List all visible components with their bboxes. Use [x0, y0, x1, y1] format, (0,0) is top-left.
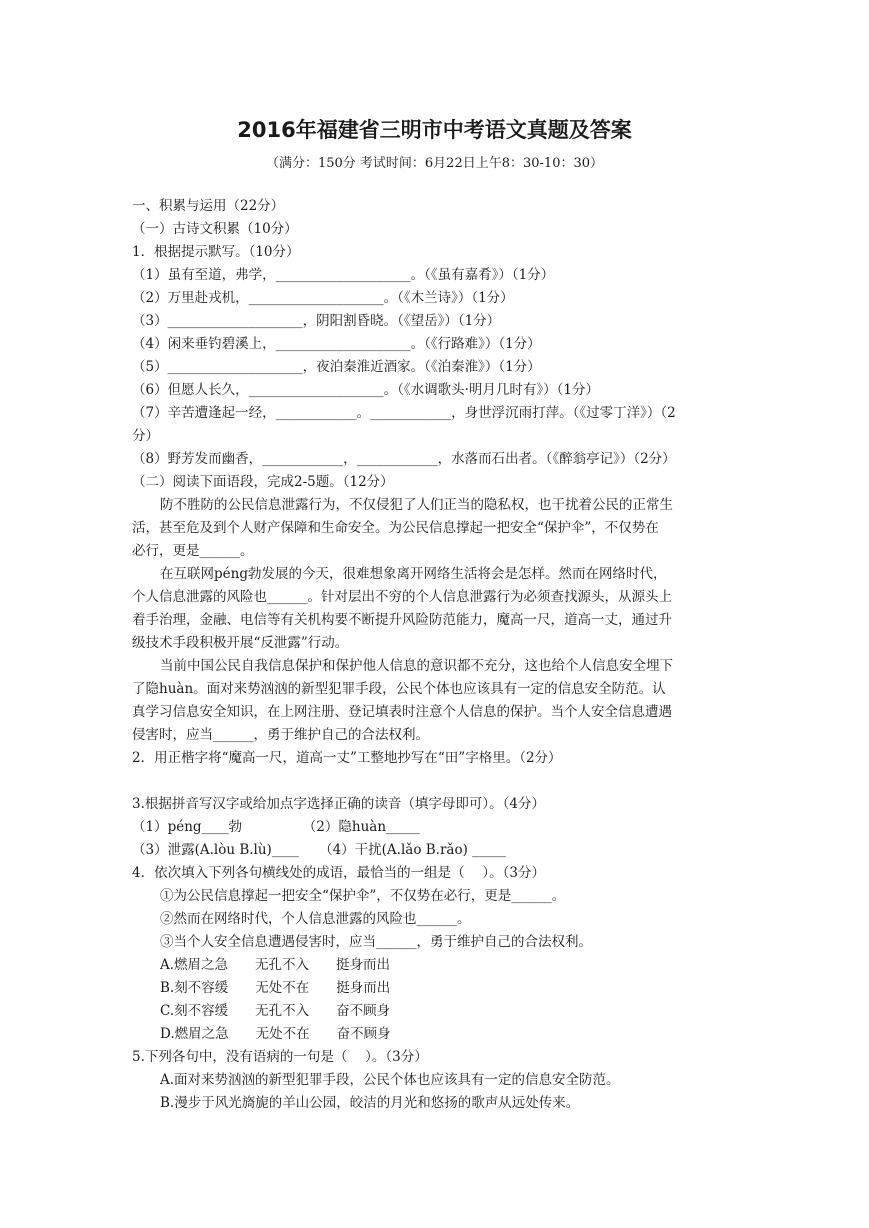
question-item: ②然而在网络时代，个人信息泄露的风险也______。 — [160, 911, 471, 927]
question-item: （3）泄露(A.lòu B.lù)____ （4）干扰(A.lǎo B.rǎo) _____ — [132, 842, 506, 858]
question-item: （1）虽有至道，弗学，____________________。（《虽有嘉肴》）（1分） — [132, 267, 555, 283]
question-item-cont: 分） — [132, 428, 159, 444]
passage-line: 级技术手段积极开展“反泄露”行动。 — [132, 635, 349, 651]
question-item: （2）万里赴戎机，____________________。（《木兰诗》）（1分） — [132, 290, 514, 306]
question-item: （3）____________________，阴阳割昏晓。（《望岳》）（1分） — [132, 313, 501, 329]
passage-line: 当前中国公民自我信息保护和保护他人信息的意识都不充分，这也给个人信息安全埋下 — [160, 658, 673, 674]
option-c: C.刻不容缓 无孔不入 奋不顾身 — [160, 1003, 391, 1019]
question-item: （4）闲来垂钓碧溪上，____________________。（《行路难》）（1分） — [132, 336, 541, 352]
passage-line: 防不胜防的公民信息泄露行为，不仅侵犯了人们正当的隐私权，也干扰着公民的正常生 — [160, 497, 673, 513]
question-item: ③当个人安全信息遭遇侵害时，应当______，勇于维护自己的合法权利。 — [160, 934, 592, 950]
question-item: （7）辛苦遭逢起一经，____________。____________，身世浮沉雨打萍。（《过零丁洋》）（2 — [132, 405, 676, 421]
question-item: （8）野芳发而幽香，____________，____________，水落而石出者。（《醉翁亭记》）（2分） — [132, 451, 676, 467]
passage-line: 了隐huàn。面对来势汹汹的新型犯罪手段，公民个体也应该具有一定的信息安全防范。认 — [132, 681, 666, 697]
option-d: D.燃眉之急 无处不在 奋不顾身 — [160, 1026, 391, 1042]
passage-line: 在互联网péng勃发展的今天，很难想象离开网络生活将会是怎样。然而在网络时代， — [160, 566, 667, 582]
passage-line: 真学习信息安全知识，在上网注册、登记填表时注意个人信息的保护。当个人安全信息遭遇 — [132, 704, 672, 720]
passage-line: 着手治理，金融、电信等有关机构要不断提升风险防范能力，魔高一尺，道高一丈，通过升 — [132, 612, 672, 628]
exam-info: （满分：150分 考试时间：6月22日上午8：30-10：30） — [265, 156, 604, 171]
question-4: 4．依次填入下列各句横线处的成语，最恰当的一组是（ ）。（3分） — [132, 865, 545, 881]
option-a: A.燃眉之急 无孔不入 挺身而出 — [160, 957, 391, 973]
passage-line: 侵害时，应当______，勇于维护自己的合法权利。 — [132, 727, 429, 743]
question-item: ①为公民信息撑起一把安全“保护伞”，不仅势在必行，更是______。 — [160, 888, 566, 904]
option-b: B.刻不容缓 无处不在 挺身而出 — [160, 980, 391, 996]
question-item: （6）但愿人长久，____________________。（《水调歌头·明月几时有》）（1分） — [132, 382, 599, 398]
option-a: A.面对来势汹汹的新型犯罪手段，公民个体也应该具有一定的信息安全防范。 — [160, 1072, 620, 1088]
subsection-heading: （二）阅读下面语段，完成2-5题。（12分） — [132, 474, 394, 490]
option-b: B.漫步于风光旖旎的羊山公园，皎洁的月光和悠扬的歌声从远处传来。 — [160, 1095, 580, 1111]
question-item: （5）____________________，夜泊秦淮近酒家。（《泊秦淮》）（1分） — [132, 359, 541, 375]
question-3: 3.根据拼音写汉字或给加点字选择正确的读音（填字母即可）。（4分） — [132, 796, 545, 812]
question-2: 2．用正楷字将“魔高一尺，道高一丈”工整地抄写在“田”字格里。（2分） — [132, 750, 562, 766]
question-item: （1）péng____勃 （2）隐huàn_____ — [132, 819, 420, 835]
document-title: 2016年福建省三明市中考语文真题及答案 — [237, 118, 632, 142]
question-5: 5.下列各句中，没有语病的一句是（ ）。（3分） — [132, 1049, 428, 1065]
passage-line: 活，甚至危及到个人财产保障和生命安全。为公民信息撑起一把安全“保护伞”，不仅势在 — [132, 520, 659, 536]
subsection-heading: （一）古诗文积累（10分） — [132, 221, 298, 237]
passage-line: 个人信息泄露的风险也______。针对层出不穷的个人信息泄露行为必须查找源头，从源头上 — [132, 589, 672, 605]
passage-line: 必行，更是______。 — [132, 543, 254, 559]
question-1: 1．根据提示默写。（10分） — [132, 244, 300, 260]
section-heading: 一、积累与运用（22分） — [132, 198, 285, 214]
